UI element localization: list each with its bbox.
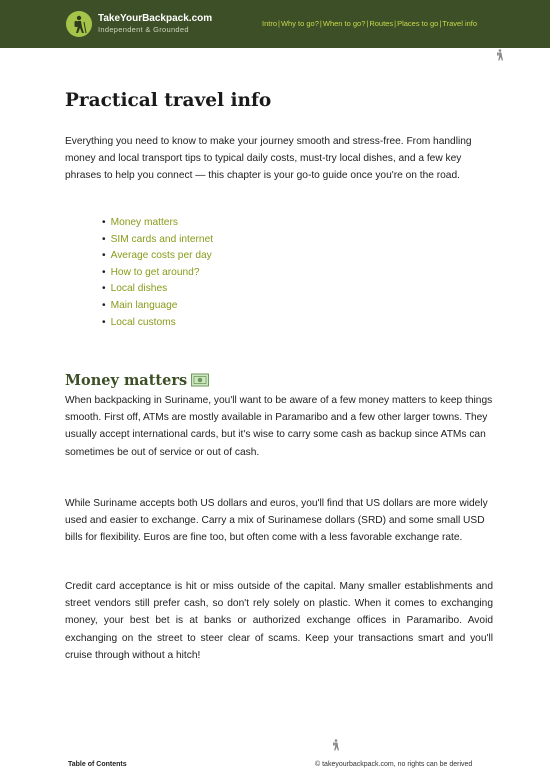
page-title: Practical travel info [65,90,272,111]
list-item [102,315,213,332]
top-navigation: Intro|Why to go?|When to go?|Routes|Places to go|Travel info [262,19,478,28]
toc-link-money-matters[interactable]: Money matters [110,217,178,228]
list-item [102,281,213,298]
nav-travel-info[interactable]: Travel info [442,19,478,28]
copyright-notice: © takeyourbackpack.com, no rights can be derived [315,761,473,768]
brand[interactable] [98,13,212,35]
money-paragraph-cards: Credit card acceptance is hit or miss outside of the capital. Many smaller establishments and street vendors still prefer cash, so don't rely solely on plastic. When it comes to exchanging money, your best bet is at banks or authorized exchange offices in Paramaribo. Avoid exchanging on the street to steer clear of scams. Keep your transactions smart and you'll cruise through without a hitch! [65,581,493,661]
toc-link-sim-cards[interactable]: SIM cards and internet [110,233,214,245]
nav-when-to-go[interactable]: When to go? [322,19,366,28]
list-item [102,248,213,265]
intro-paragraph: Everything you need to know to make your journey smooth and stress-free. From handling money and local transport tips to typical daily costs, must-try local dishes, and a few key phrases to help you connect — this chapter is your go-to guide once you're on the road. [65,136,472,182]
logo-hiker-icon[interactable] [66,11,92,37]
nav-why-to-go[interactable]: Why to go? [280,19,319,28]
list-item [102,265,213,282]
toc-link-get-around[interactable]: How to get around? [110,266,200,278]
site-header [0,0,550,48]
money-paragraph-atms: When backpacking in Suriname, you'll want to be aware of a few money matters to keep things smooth. First off, ATMs are mostly available in Paramaribo and a few other larger towns. They usually accept international cards, but it's wise to carry some cash as backup since ATMs can sometimes be out of service or out of cash. [65,395,493,458]
list-item [102,232,213,249]
toc-link-average-costs[interactable]: Average costs per day [110,250,212,262]
table-of-contents-link[interactable]: Table of Contents [68,761,127,768]
list-item [102,298,213,315]
section-heading [65,372,209,391]
toc-link-main-language[interactable]: Main language [110,299,178,311]
toc-link-local-dishes[interactable]: Local dishes [110,283,168,295]
nav-routes[interactable]: Routes [369,19,394,28]
hiker-icon [331,738,341,756]
nav-places-to-go[interactable]: Places to go [397,19,439,28]
toc-link-local-customs[interactable]: Local customs [110,316,176,328]
money-banknote-icon [191,373,209,391]
list-item [102,215,213,232]
brand-tagline: Independent & Grounded [98,25,189,34]
nav-intro[interactable]: Intro [262,19,278,28]
brand-name: TakeYourBackpack.com [98,13,213,24]
section-heading-text: Money matters [65,372,188,389]
chapter-contents-list [102,215,213,331]
money-paragraph-currency: While Suriname accepts both US dollars and euros, you'll find that US dollars are more widely used and easier to exchange. Carry a mix of Surinamese dollars (SRD) and some small USD bills for flexibility. Euros are fine too, but often come with a less favorable exchange rate. [65,498,488,544]
hiker-icon [495,48,505,66]
